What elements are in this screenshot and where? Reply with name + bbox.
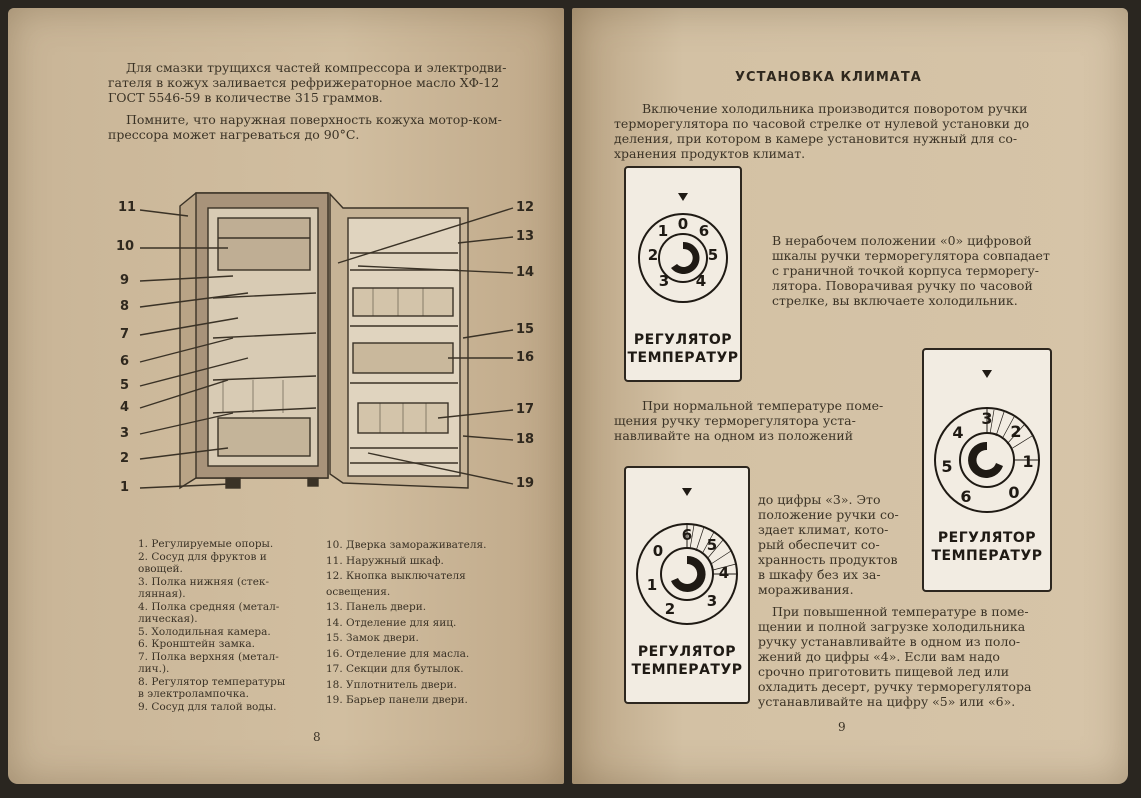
legend-item: освещения. <box>326 585 391 598</box>
dial-1-digit: 5 <box>707 246 719 264</box>
callout-10: 10 <box>116 239 135 254</box>
legend-item: лянная). <box>138 588 186 600</box>
dial-1-svg <box>626 168 740 328</box>
page-number-left: 8 <box>313 730 321 744</box>
text-line: навливайте на одном из положений <box>614 428 854 443</box>
callout-16: 16 <box>516 350 535 365</box>
legend-item: 17. Секции для бутылок. <box>326 663 464 675</box>
text-line: охладить десерт, ручку терморегулятора <box>758 679 1032 694</box>
dial-2-label-line-2: ТЕМПЕРАТУР <box>931 548 1043 564</box>
dial-2-digit: 0 <box>1008 483 1020 502</box>
dial-3-label-line-2: ТЕМПЕРАТУР <box>631 662 743 678</box>
intro-line: Для смазки трущихся частей компрессора и электродви- <box>126 60 507 75</box>
callout-1: 1 <box>120 480 130 495</box>
intro-line: ГОСТ 5546-59 в количестве 315 граммов. <box>108 90 383 105</box>
dial-3-digit: 4 <box>718 564 730 582</box>
dial-1-digit: 6 <box>698 222 710 240</box>
dial-3-digit: 6 <box>681 526 693 544</box>
thermostat-dial-diagram-3 <box>624 466 750 704</box>
text-line: щения ручку терморегулятора уста- <box>614 413 856 428</box>
text-line: до цифры «3». Это <box>758 492 881 507</box>
callout-15: 15 <box>516 322 535 337</box>
legend-item: 10. Дверка замораживателя. <box>326 539 487 551</box>
text-line: При нормальной температуре поме- <box>642 398 884 413</box>
callout-14: 14 <box>516 265 535 280</box>
text-line: срочно приготовить пищевой лед или <box>758 664 1010 679</box>
legend-item: овощей. <box>138 563 183 575</box>
intro-line: гателя в кожух заливается рефрижераторное масло ХФ-12 <box>108 75 500 90</box>
legend-item: 15. Замок двери. <box>326 632 419 644</box>
legend-item: 11. Наружный шкаф. <box>326 554 444 567</box>
callout-2: 2 <box>120 451 130 466</box>
dial-2-digit: 2 <box>1010 422 1022 441</box>
warning-line: прессора может нагреваться до 90°С. <box>108 127 360 142</box>
text-line: здает климат, кото- <box>758 522 889 537</box>
legend-item: в электролампочка. <box>138 688 249 700</box>
text-line: В нерабочем положении «0» цифровой <box>772 233 1032 248</box>
dial-1-digit: 4 <box>695 272 707 290</box>
parts-legend-column-2 <box>326 538 526 709</box>
dial-2-digit: 1 <box>1022 452 1034 471</box>
text-line: шкалы ручки терморегулятора совпадает <box>772 248 1050 263</box>
callout-7: 7 <box>120 327 130 342</box>
text-line: щении и полной загрузке холодильника <box>758 619 1026 634</box>
callout-11: 11 <box>118 200 137 215</box>
dial-1-label-line-2: ТЕМПЕРАТУР <box>627 350 739 366</box>
dial-3-digit: 0 <box>652 542 664 560</box>
legend-item: 19. Барьер панели двери. <box>326 694 468 706</box>
callout-19: 19 <box>516 476 535 491</box>
dial-1-label-line-1: РЕГУЛЯТОР <box>633 332 733 348</box>
text-line: лятора. Поворачивая ручку по часовой <box>772 278 1033 293</box>
legend-item: 7. Полка верхняя (метал- <box>138 650 279 663</box>
warning-line: Помните, что наружная поверхность кожуха мотор-ком- <box>126 112 502 127</box>
thermostat-dial-diagram-1 <box>624 166 742 382</box>
dial-2-svg <box>924 350 1050 530</box>
page-number-right: 9 <box>838 720 846 734</box>
left-page <box>8 8 564 784</box>
dial-3-label-line-1: РЕГУЛЯТОР <box>637 644 737 660</box>
paragraph-1 <box>614 101 1064 161</box>
dial-1-digit: 3 <box>658 272 670 290</box>
legend-item: 2. Сосуд для фруктов и <box>138 550 267 563</box>
text-line: ручку устанавливайте в одном из поло- <box>758 634 1021 649</box>
callout-17: 17 <box>516 402 535 417</box>
text-line: устанавливайте на цифру «5» или «6». <box>758 694 1016 709</box>
text-line: терморегулятора по часовой стрелке от нулевой установки до <box>614 116 1030 131</box>
callout-13: 13 <box>516 229 535 244</box>
callout-8: 8 <box>120 299 130 314</box>
dial-1-digit: 0 <box>677 215 689 233</box>
text-line: рый обеспечит со- <box>758 537 880 552</box>
legend-item: лическая). <box>138 613 198 625</box>
dial-1-digit: 2 <box>647 246 659 264</box>
dial-2-digit: 5 <box>941 457 953 476</box>
right-page <box>572 8 1128 784</box>
dial-2-digit: 6 <box>960 487 972 506</box>
callout-5: 5 <box>120 378 130 393</box>
text-line: деления, при котором в камере установится нужный для со- <box>614 131 1018 146</box>
callout-18: 18 <box>516 432 535 447</box>
text-line: хранения продуктов климат. <box>614 146 806 161</box>
paragraph-4 <box>758 492 918 597</box>
text-line: жений до цифры «4». Если вам надо <box>758 649 1000 664</box>
legend-item: 1. Регулируемые опоры. <box>138 538 274 550</box>
dial-3-svg <box>626 468 748 638</box>
section-heading: УСТАНОВКА КЛИМАТА <box>735 70 922 85</box>
text-line: положение ручки со- <box>758 507 899 522</box>
text-line: мораживания. <box>758 582 854 597</box>
dial-3-digit: 1 <box>646 576 658 594</box>
legend-item: 8. Регулятор температуры <box>138 675 286 688</box>
legend-item: лич.). <box>138 663 170 675</box>
callout-6: 6 <box>120 354 130 369</box>
dial-3-digit: 5 <box>706 536 718 554</box>
legend-item: 16. Отделение для масла. <box>326 647 470 660</box>
text-line: стрелке, вы включаете холодильник. <box>772 293 1018 308</box>
paragraph-2 <box>772 233 1072 308</box>
callout-3: 3 <box>120 426 130 441</box>
dial-1-digit: 1 <box>657 222 669 240</box>
legend-item: 9. Сосуд для талой воды. <box>138 700 277 713</box>
paragraph-5 <box>758 604 1058 709</box>
callout-4: 4 <box>120 400 130 415</box>
dial-2-digit: 4 <box>952 423 964 442</box>
thermostat-dial-diagram-2 <box>922 348 1052 592</box>
legend-item: 14. Отделение для яиц. <box>326 616 457 629</box>
paragraph-3 <box>614 398 914 443</box>
dial-2-label-line-1: РЕГУЛЯТОР <box>937 530 1037 546</box>
dial-2-digit: 3 <box>981 409 993 428</box>
text-line: При повышенной температуре в поме- <box>772 604 1029 619</box>
legend-item: 5. Холодильная камера. <box>138 625 271 638</box>
legend-item: 6. Кронштейн замка. <box>138 638 255 650</box>
callout-12: 12 <box>516 200 535 215</box>
legend-item: 18. Уплотнитель двери. <box>326 678 457 691</box>
legend-item: 3. Полка нижняя (стек- <box>138 575 270 588</box>
dial-3-digit: 2 <box>664 600 676 618</box>
callout-9: 9 <box>120 273 130 288</box>
legend-item: 13. Панель двери. <box>326 601 427 613</box>
text-line: с граничной точкой корпуса терморегу- <box>772 263 1039 278</box>
legend-item: 12. Кнопка выключателя <box>326 570 466 582</box>
parts-legend-column-1 <box>138 538 318 713</box>
text-line: хранность продуктов <box>758 552 898 567</box>
dial-3-digit: 3 <box>706 592 718 610</box>
legend-item: 4. Полка средняя (метал- <box>138 600 280 613</box>
text-line: в шкафу без их за- <box>758 567 881 582</box>
text-line: Включение холодильника производится поворотом ручки <box>642 101 1028 116</box>
